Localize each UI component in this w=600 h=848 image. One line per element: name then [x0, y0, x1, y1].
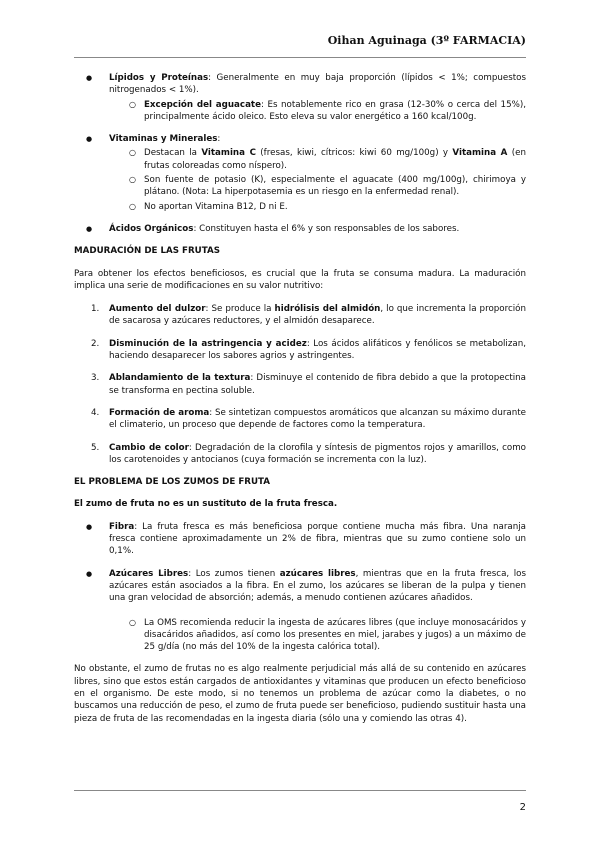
item-text: : Los ácidos alifáticos y fenólicos se metabolizan, haciendo desaparecer los sabores agrios y astringentes.	[109, 338, 526, 362]
zumos-list	[74, 521, 526, 654]
numbered-item	[74, 303, 526, 328]
item-text: (en frutas coloreadas como níspero).	[144, 148, 526, 171]
footer-rule	[74, 790, 526, 791]
item-term: Lípidos y Proteínas	[109, 73, 209, 83]
numbered-item	[74, 338, 526, 363]
item-text: : Generalmente en muy baja proporción (lípidos < 1%; compuestos nitrogenados < 1%).	[109, 73, 526, 96]
numbered-item	[74, 407, 526, 432]
item-term: Ablandamiento de la textura	[109, 373, 251, 384]
item-term: Formación de aroma	[109, 407, 210, 418]
item-text: , lo que incrementa la proporción de sacarosa y azúcares reductores, y el almidón desaparece.	[109, 304, 526, 327]
item-term: Ácidos Orgánicos	[109, 223, 194, 234]
sub-list	[109, 147, 526, 212]
page-content	[74, 72, 526, 736]
header-rule	[74, 57, 526, 58]
list-item	[74, 133, 526, 213]
item-term: Vitamina A	[452, 148, 508, 159]
list-item	[74, 521, 526, 558]
item-text: : Degradación de la clorofila y síntesis de pigmentos rojos y amarillos, como los carotenoides y antocianos (cuya formación se incrementa con la luz).	[109, 442, 526, 465]
item-text: (fresas, kiwi, cítricos: kiwi 60 mg/100g) y	[255, 148, 453, 159]
item-text: : Es notablemente rico en grasa (12-30% o cerca del 15%), principalmente ácido oleico. Esto eleva su valor energético a 160 kcal/100g.	[144, 99, 527, 122]
item-emphasis: hidrólisis del almidón	[274, 304, 381, 315]
item-text: : Los zumos tienen	[188, 568, 280, 579]
item-text: : Disminuye el contenido de fibra debido a que la protopectina se transforma en pectina soluble.	[109, 373, 527, 396]
item-term: Aumento del dulzor	[109, 304, 206, 315]
maduracion-list	[74, 303, 526, 466]
item-number: 2.	[91, 338, 100, 349]
sub-list-item	[109, 99, 526, 124]
item-text: Son fuente de potasio (K), especialmente el aguacate (400 mg/100g), chirimoya y plátano. (Nota: La hiperpotasemia es un riesgo en la enfermedad renal).	[144, 175, 526, 198]
closing-paragraph: No obstante, el zumo de frutas no es algo realmente perjudicial más allá de su contenido en azúcares libres, sino que estos están cargados de antioxidantes y vitaminas que producen un efecto beneficioso en el organismo. De este modo, si no tenemos un problema de azúcar como la diabetes, o no buscamos una reducción de peso, el zumo de fruta puede ser beneficioso, pudiendo sustituir hasta una pieza de fruta de las recomendadas en la ingesta diaria (sólo una y comiendo las otras 4).	[74, 664, 526, 724]
sub-list-item	[109, 174, 526, 199]
item-text: : Se produce la	[205, 304, 275, 315]
zumos-subheading: El zumo de fruta no es un sustituto de la fruta fresca.	[74, 499, 338, 510]
item-term: Fibra	[109, 521, 135, 532]
sub-list-item	[109, 201, 526, 213]
section-heading-maduracion: MADURACIÓN DE LAS FRUTAS	[74, 246, 220, 257]
page-number: 2	[519, 802, 526, 813]
item-emphasis: azúcares libres	[279, 568, 356, 579]
sub-list-item	[109, 617, 526, 654]
header-title: Oihan Aguinaga (3º FARMACIA)	[327, 34, 526, 47]
section-heading-zumos: EL PROBLEMA DE LOS ZUMOS DE FRUTA	[74, 477, 270, 488]
maduracion-intro: Para obtener los efectos beneficiosos, es crucial que la fruta se consuma madura. La maduración implica una serie de modificaciones en su valor nutritivo:	[74, 268, 526, 291]
sub-list	[109, 617, 526, 654]
list-item	[74, 223, 526, 235]
item-term: Cambio de color	[109, 442, 189, 453]
item-text: No aportan Vitamina B12, D ni E.	[144, 201, 288, 212]
item-term: Azúcares Libres	[109, 568, 189, 579]
oms-note: La OMS recomienda reducir la ingesta de azúcares libres (que incluye monosacáridos y disacáridos añadidos, así como los presentes en miel, jarabes y jugos) a un máximo de 25 g/día (no más del 10% de la ingesta calórica total).	[144, 617, 526, 653]
item-term: Vitamina C	[201, 148, 256, 159]
item-text: : Se sintetizan compuestos aromáticos que alcanzan su máximo durante el climaterio, un proceso que depende de factores como la temperatura.	[109, 407, 526, 431]
list-item	[74, 72, 526, 123]
sub-list-item	[109, 147, 526, 172]
item-number: 1.	[91, 304, 100, 315]
item-text: : Constituyen hasta el 6% y son responsables de los sabores.	[193, 223, 460, 234]
numbered-item	[74, 372, 526, 397]
sub-list	[109, 99, 526, 124]
nutrient-list	[74, 72, 526, 235]
numbered-item	[74, 442, 526, 467]
item-text: Destacan la	[144, 148, 202, 159]
item-text: : La fruta fresca es más beneficiosa porque contiene mucha más fibra. Una naranja fresca contiene aproximadamente un 2% de fibra, mientras que su zumo contiene solo un 0,1%.	[109, 521, 526, 557]
item-term: Vitaminas y Minerales	[109, 134, 218, 145]
item-term: Disminución de la astringencia y acidez	[109, 338, 307, 349]
item-text: , mientras que en la fruta fresca, los azúcares están asociados a la fibra. En el zumo, los azúcares se liberan de la pulpa y tienen una gran velocidad de absorción; además, a menudo contienen azúcares añadidos.	[109, 568, 526, 604]
item-number: 4.	[91, 407, 100, 418]
list-item	[74, 568, 526, 654]
item-term: Excepción del aguacate	[144, 99, 261, 110]
item-text: :	[217, 134, 221, 145]
item-number: 5.	[91, 442, 100, 453]
item-number: 3.	[91, 373, 100, 384]
